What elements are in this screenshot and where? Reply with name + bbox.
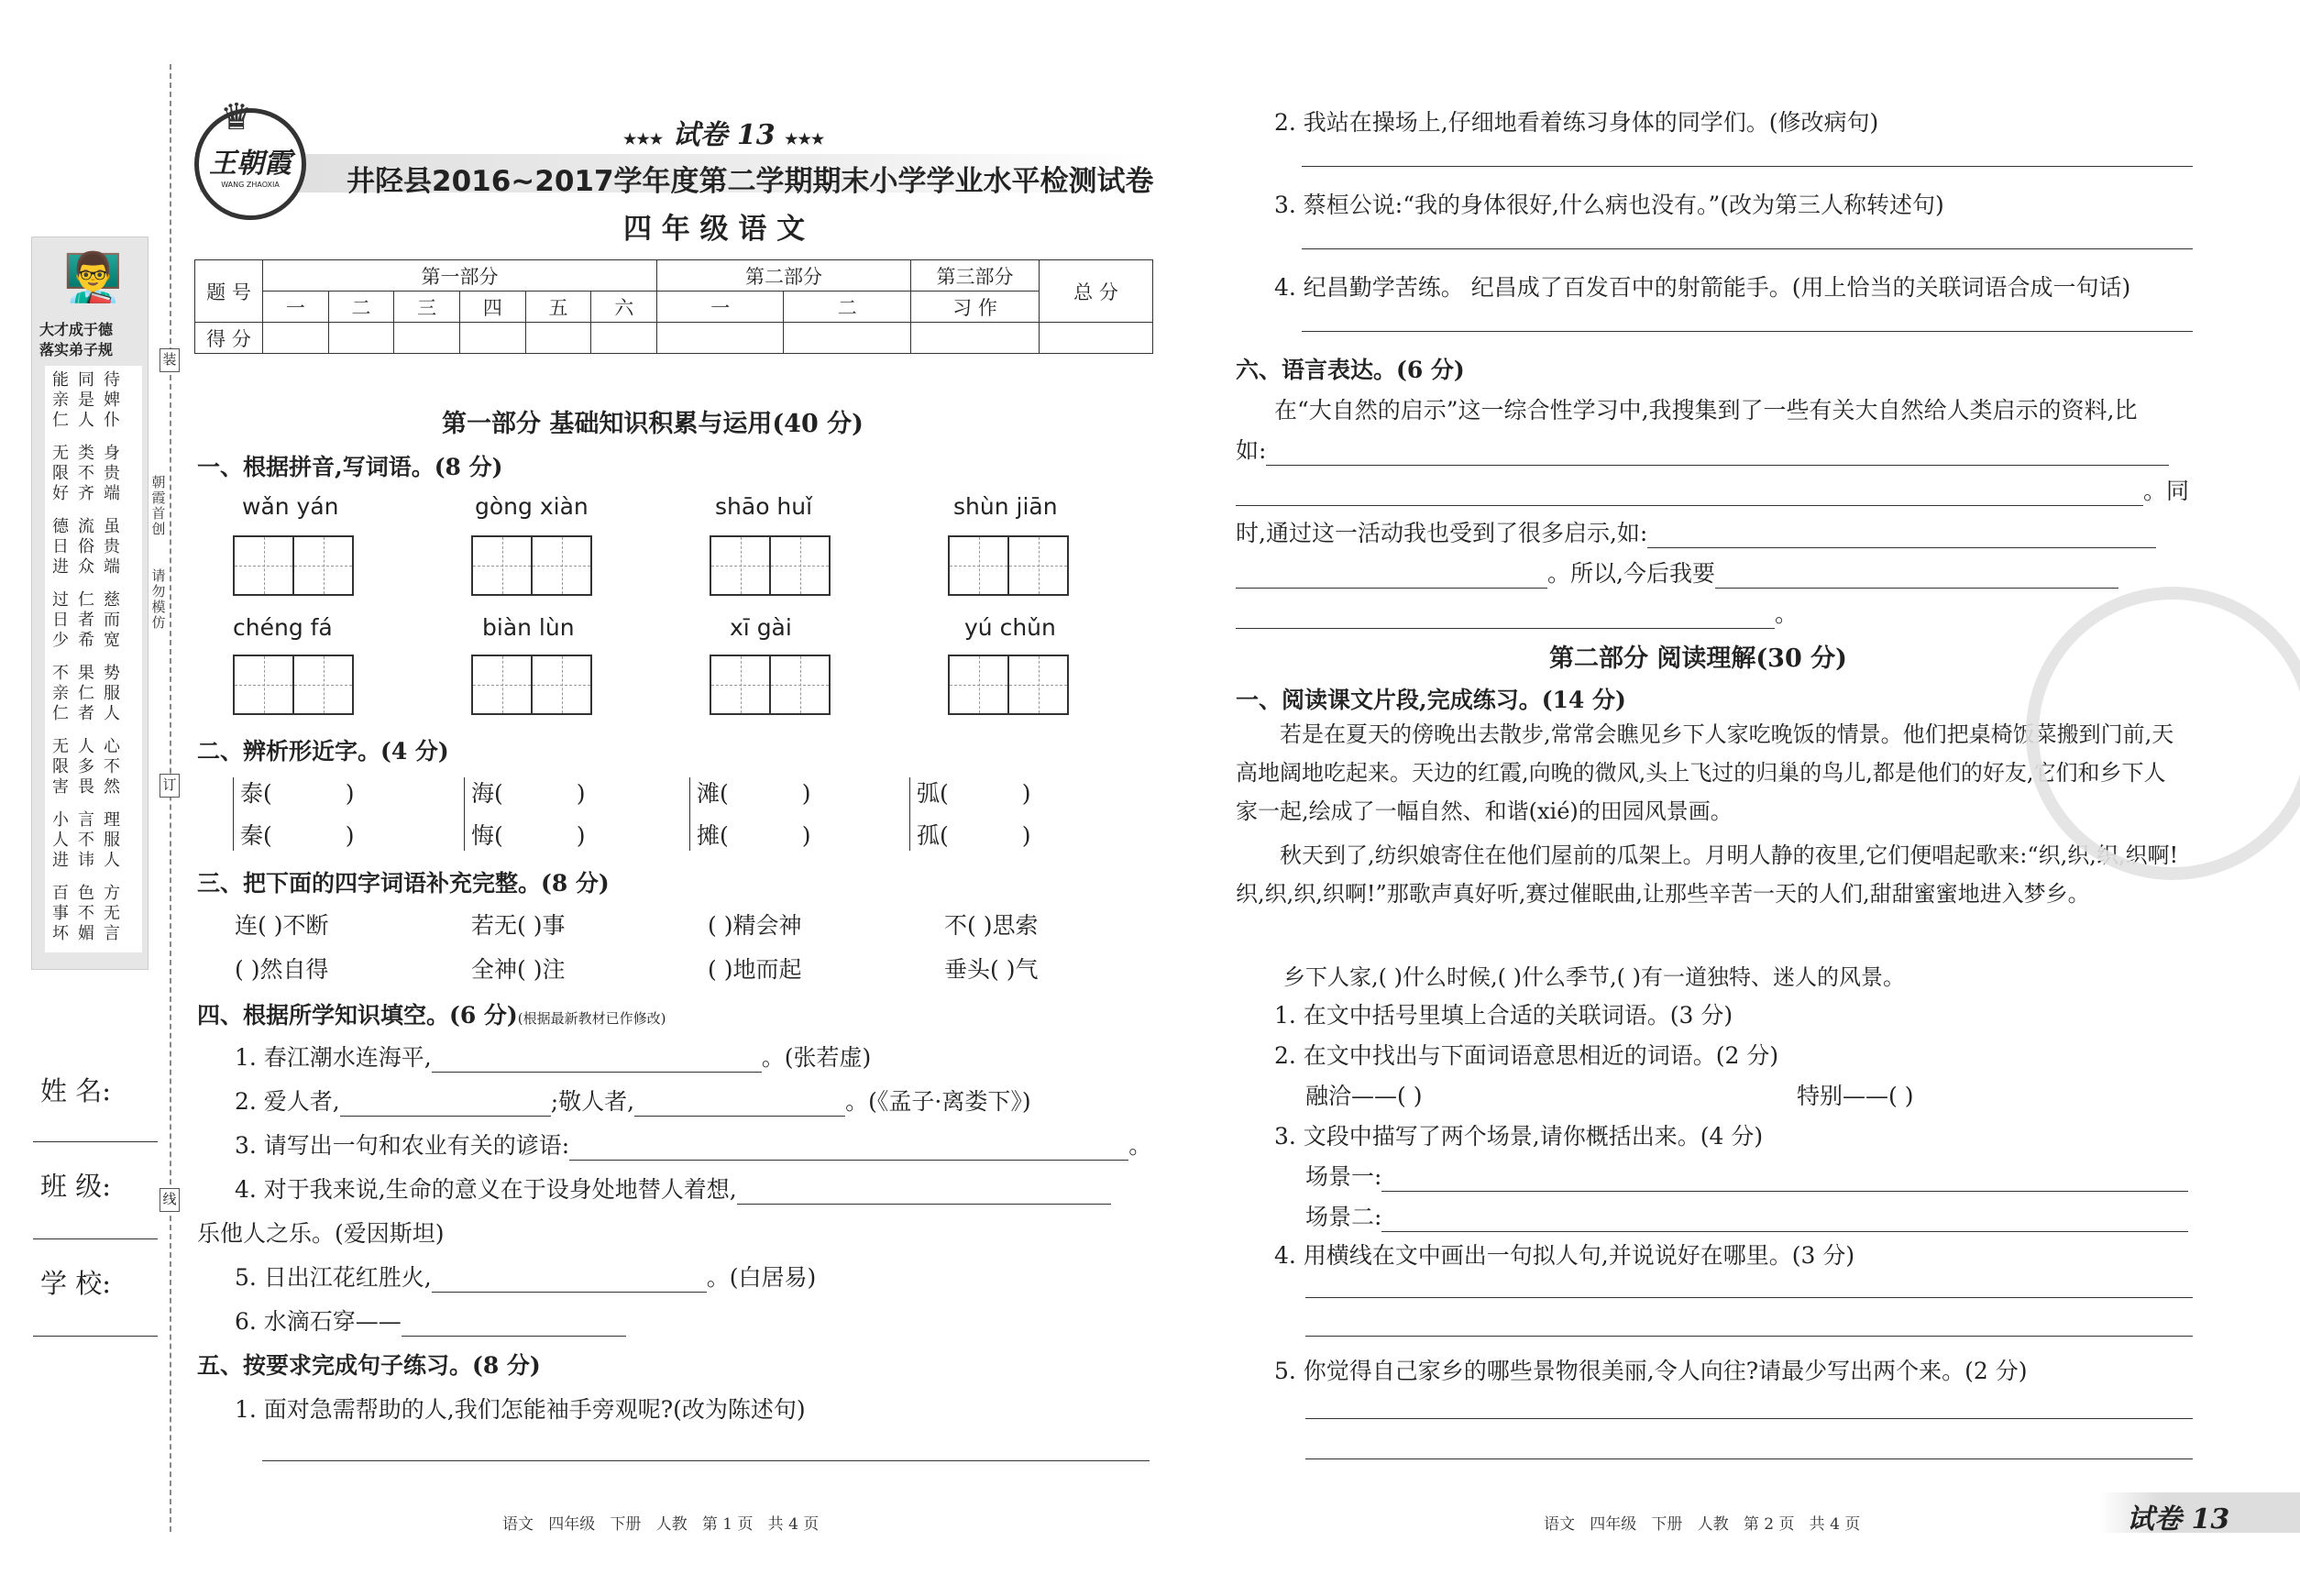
similar-char: 弧( ) xyxy=(917,780,1031,807)
motto-char: 方 xyxy=(104,884,120,903)
answer-grid-4[interactable] xyxy=(948,535,1069,596)
blank[interactable] xyxy=(1381,1206,2188,1232)
motto-char: 人 xyxy=(104,704,120,723)
motto-char: 无 xyxy=(52,444,69,463)
answer-line[interactable] xyxy=(1305,1417,2193,1419)
motto-char: 仁 xyxy=(52,411,69,430)
pinyin-1: wǎn yán xyxy=(242,493,339,520)
idiom-1: 连( )不断 xyxy=(235,912,329,939)
r1-q2: 2. 在文中找出与下面词语意思相近的词语。(2 分) xyxy=(1274,1042,1779,1069)
motto-char: 仁 xyxy=(78,590,94,610)
motto-char: 不 xyxy=(104,757,120,776)
name-field[interactable] xyxy=(33,1140,158,1142)
exam-title: 井陉县2016~2017学年度第二学期期末小学学业水平检测试卷 xyxy=(347,165,1154,198)
score-cell[interactable] xyxy=(657,323,784,354)
blank[interactable] xyxy=(569,1135,1128,1161)
bracket-bar xyxy=(464,777,465,851)
blank[interactable] xyxy=(1647,523,2156,548)
pinyin-6: biàn lùn xyxy=(482,614,575,641)
answer-grid-5[interactable] xyxy=(233,655,354,715)
school-field[interactable] xyxy=(33,1335,158,1337)
motto-char: 百 xyxy=(52,884,69,903)
answer-line[interactable] xyxy=(1302,165,2193,167)
answer-grid-1[interactable] xyxy=(233,535,354,596)
col-p1-4: 四 xyxy=(460,292,526,323)
answer-line[interactable] xyxy=(1305,1458,2193,1459)
score-cell[interactable] xyxy=(784,323,911,354)
q3-title: 三、把下面的四字词语补充完整。(8 分) xyxy=(197,870,610,897)
motto-char: 类 xyxy=(78,444,94,463)
answer-line[interactable] xyxy=(1305,1335,2193,1337)
r1-q3b: 场景二: xyxy=(1305,1199,2188,1232)
score-cell[interactable] xyxy=(263,323,329,354)
school-label: 学 校: xyxy=(40,1268,111,1299)
motto-char: 人 xyxy=(78,411,94,430)
r1-q2a: 融洽——( ) xyxy=(1305,1083,1423,1109)
motto-char: 言 xyxy=(78,810,94,830)
idiom-2: 若无( )事 xyxy=(471,912,566,939)
score-cell[interactable] xyxy=(394,323,460,354)
similar-char: 泰( ) xyxy=(240,780,355,807)
cut-mark-1: 装 xyxy=(160,348,180,372)
motto-char: 心 xyxy=(104,737,120,756)
motto-char: 者 xyxy=(78,704,94,723)
motto-char: 同 xyxy=(78,370,94,390)
pinyin-2: gòng xiàn xyxy=(475,493,589,520)
q5-s3: 3. 蔡桓公说:“我的身体很好,什么病也没有。”(改为第三人称转述句) xyxy=(1274,192,1944,218)
bracket-bar xyxy=(909,777,910,851)
answer-grid-8[interactable] xyxy=(948,655,1069,715)
motto-char: 者 xyxy=(78,611,94,630)
q5-s2: 2. 我站在操场上,仔细地看着练习身体的同学们。(修改病句) xyxy=(1274,109,1879,136)
q4-item6: 6. 水滴石穿—— xyxy=(235,1304,626,1337)
blank[interactable] xyxy=(1236,480,2143,506)
similar-char: 孤( ) xyxy=(917,822,1031,849)
motto-char: 无 xyxy=(104,904,120,923)
class-label: 班 级: xyxy=(40,1171,111,1202)
motto-char: 理 xyxy=(104,810,120,830)
motto-char: 贵 xyxy=(104,464,120,483)
motto-char: 日 xyxy=(52,537,69,556)
col-p3-1: 习 作 xyxy=(911,292,1040,323)
col-part1: 第一部分 xyxy=(263,260,657,292)
bracket-bar xyxy=(233,777,234,851)
r1-q4: 4. 用横线在文中画出一句拟人句,并说说好在哪里。(3 分) xyxy=(1274,1242,1855,1269)
motto-char: 仆 xyxy=(104,411,120,430)
q6-text3: 。同 xyxy=(1236,473,2189,506)
motto-char: 人 xyxy=(78,737,94,756)
score-cell[interactable] xyxy=(460,323,526,354)
motto-char: 人 xyxy=(52,831,69,850)
motto-char: 畏 xyxy=(78,777,94,797)
vertical-note-1: 朝霞首创 xyxy=(151,474,166,537)
reading-para1: 若是在夏天的傍晚出去散步,常常会瞧见乡下人家吃晚饭的情景。他们把桌椅饭菜搬到门前,天高地阔地吃起来。天边的红霞,向晚的微风,头上飞过的归巢的鸟儿,都是他们的好友,它们和乡下人家一起,绘成了一幅自然、和谐(xié)的田园风景画。 xyxy=(1236,721,2174,824)
motto-char: 坏 xyxy=(52,924,69,943)
motto-char: 日 xyxy=(52,611,69,630)
answer-grid-7[interactable] xyxy=(710,655,831,715)
cut-mark-2: 订 xyxy=(160,774,180,798)
binding-line xyxy=(170,64,171,1532)
motto-char: 众 xyxy=(78,557,94,577)
reading-para3: 乡下人家,( )什么时候,( )什么季节,( )有一道独特、迷人的风景。 xyxy=(1283,964,1905,990)
motto-char: 限 xyxy=(52,464,69,483)
score-cell[interactable] xyxy=(911,323,1040,354)
motto-char: 希 xyxy=(78,631,94,650)
q4-item2: 2. 爱人者, ;敬人者, 。(《孟子·离娄下》) xyxy=(235,1088,1031,1115)
idiom-6: 全神( )注 xyxy=(471,956,566,983)
blank[interactable] xyxy=(1381,1166,2188,1192)
col-p1-3: 三 xyxy=(394,292,460,323)
motto-char: 人 xyxy=(104,851,120,870)
q4-item3: 3. 请写出一句和农业有关的谚语: 。 xyxy=(235,1132,1152,1159)
motto-char: 然 xyxy=(104,777,120,797)
similar-char: 滩( ) xyxy=(697,780,811,807)
motto-char: 身 xyxy=(104,444,120,463)
motto-char: 服 xyxy=(104,684,120,703)
col-p1-5: 五 xyxy=(525,292,591,323)
answer-line[interactable] xyxy=(262,1459,1150,1461)
motto-char: 而 xyxy=(104,611,120,630)
motto-char: 慈 xyxy=(104,590,120,610)
q5-s1: 1. 面对急需帮助的人,我们怎能袖手旁观呢?(改为陈述句) xyxy=(235,1396,806,1423)
r1-q1: 1. 在文中括号里填上合适的关联词语。(3 分) xyxy=(1274,1002,1733,1029)
motto-char: 言 xyxy=(104,924,120,943)
col-p2-1: 一 xyxy=(657,292,784,323)
motto-char: 小 xyxy=(52,810,69,830)
paper-number: ★★★ 试卷 13 ★★★ xyxy=(623,119,825,151)
idiom-4: 不( )思索 xyxy=(944,912,1039,939)
q4-item5: 5. 日出江花红胜火, 。(白居易) xyxy=(235,1264,817,1291)
sidebar-motto-panel xyxy=(31,237,149,970)
score-cell[interactable] xyxy=(328,323,394,354)
blank[interactable] xyxy=(1236,603,1775,629)
motto-char: 服 xyxy=(104,831,120,850)
motto-char: 不 xyxy=(78,831,94,850)
similar-char: 秦( ) xyxy=(240,822,355,849)
blank[interactable] xyxy=(1715,563,2118,589)
motto-char: 限 xyxy=(52,757,69,776)
q2-title: 二、辨析形近字。(4 分) xyxy=(197,738,449,765)
crown-icon: ♛ xyxy=(220,96,253,138)
reading-para2: 秋天到了,纺织娘寄住在他们屋前的瓜架上。月明人静的夜里,它们便唱起歌来:“织,织,织,织啊!织,织,织,织啊!”那歌声真好听,赛过催眠曲,让那些辛苦一天的人们,甜甜蜜蜜地进入梦乡。 xyxy=(1236,842,2179,907)
r1-q3a: 场景一: xyxy=(1305,1159,2188,1192)
similar-char: 悔( ) xyxy=(471,822,586,849)
answer-grid-6[interactable] xyxy=(471,655,592,715)
motto-char: 仁 xyxy=(52,704,69,723)
q6-text5: 。所以,今后我要 xyxy=(1236,556,2118,589)
score-cell[interactable] xyxy=(591,323,657,354)
motto-char: 待 xyxy=(104,370,120,390)
motto-char: 不 xyxy=(78,464,94,483)
idiom-8: 垂头( )气 xyxy=(944,956,1039,983)
idiom-3: ( )精会神 xyxy=(708,912,802,939)
col-total: 总 分 xyxy=(1040,260,1153,323)
q6-title: 六、语言表达。(6 分) xyxy=(1236,357,1465,383)
score-table xyxy=(194,259,1153,354)
col-p2-2: 二 xyxy=(784,292,911,323)
motto-char: 多 xyxy=(78,757,94,776)
r1-q2b: 特别——( ) xyxy=(1797,1083,1914,1109)
blank[interactable] xyxy=(340,1091,551,1117)
motto-line1: 大才成于德 xyxy=(39,321,114,338)
class-field[interactable] xyxy=(33,1238,158,1239)
motto-char: 能 xyxy=(52,370,69,390)
q5-title: 五、按要求完成句子练习。(8 分) xyxy=(197,1352,541,1379)
motto-char: 少 xyxy=(52,631,69,650)
motto-char: 贵 xyxy=(104,537,120,556)
motto-char: 进 xyxy=(52,851,69,870)
blank[interactable] xyxy=(432,1267,707,1293)
col-p1-1: 一 xyxy=(263,292,329,323)
q5-s4: 4. 纪昌勤学苦练。 纪昌成了百发百中的射箭能手。(用上恰当的关联词语合成一句话) xyxy=(1274,274,2131,301)
footer-left: 语文 四年级 下册 人教 第 1 页 共 4 页 xyxy=(502,1515,820,1534)
idiom-7: ( )地而起 xyxy=(708,956,802,983)
answer-grid-3[interactable] xyxy=(710,535,831,596)
motto-char: 虽 xyxy=(104,517,120,536)
footer-right: 语文 四年级 下册 人教 第 2 页 共 4 页 xyxy=(1544,1515,1861,1534)
blank[interactable] xyxy=(634,1091,845,1117)
motto-char: 端 xyxy=(104,484,120,503)
similar-char: 海( ) xyxy=(471,780,586,807)
motto-char: 宽 xyxy=(104,631,120,650)
pinyin-4: shùn jiān xyxy=(953,493,1058,520)
col-part2: 第二部分 xyxy=(657,260,911,292)
q4-note: (根据最新教材已作修改) xyxy=(517,1010,666,1027)
motto-char: 流 xyxy=(78,517,94,536)
pinyin-7: xī gài xyxy=(730,614,792,641)
blank[interactable] xyxy=(1266,440,2169,466)
motto-char: 德 xyxy=(52,517,69,536)
blank[interactable] xyxy=(402,1311,626,1337)
q6-text4: 时,通过这一活动我也受到了很多启示,如: xyxy=(1236,515,2156,548)
motto-char: 害 xyxy=(52,777,69,797)
motto-char: 媚 xyxy=(78,924,94,943)
blank[interactable] xyxy=(737,1179,1111,1205)
r1-q5: 5. 你觉得自己家乡的哪些景物很美丽,令人向往?请最少写出两个来。(2 分) xyxy=(1274,1358,2028,1384)
score-cell[interactable] xyxy=(1040,323,1153,354)
motto-char: 齐 xyxy=(78,484,94,503)
answer-line[interactable] xyxy=(1302,330,2193,332)
q6-text1: 在“大自然的启示”这一综合性学习中,我搜集到了一些有关大自然给人类启示的资料,比 xyxy=(1274,397,2138,424)
pinyin-8: yú chǔn xyxy=(964,614,1056,641)
score-cell[interactable] xyxy=(525,323,591,354)
motto-char: 势 xyxy=(104,664,120,683)
blank[interactable] xyxy=(432,1047,762,1073)
motto-char: 亲 xyxy=(52,684,69,703)
subject-title: 四 年 级 语 文 xyxy=(623,213,806,246)
motto-char: 仁 xyxy=(78,684,94,703)
motto-char: 事 xyxy=(52,904,69,923)
answer-line[interactable] xyxy=(1305,1296,2193,1298)
part1-title: 第一部分 基础知识积累与运用(40 分) xyxy=(442,410,864,438)
motto-char: 不 xyxy=(78,904,94,923)
motto-char: 好 xyxy=(52,484,69,503)
answer-grid-2[interactable] xyxy=(471,535,592,596)
r1-title: 一、阅读课文片段,完成练习。(14 分) xyxy=(1236,687,1626,713)
col-part3: 第三部分 xyxy=(911,260,1040,292)
motto-char: 进 xyxy=(52,557,69,577)
q6-text2: 如: xyxy=(1236,433,2169,466)
motto-char: 果 xyxy=(78,664,94,683)
q4-item4: 4. 对于我来说,生命的意义在于设身处地替人着想, xyxy=(235,1172,1111,1205)
pinyin-5: chéng fá xyxy=(233,614,333,641)
col-p1-2: 二 xyxy=(328,292,394,323)
motto-char: 俗 xyxy=(78,537,94,556)
logo-sub: WANG ZHAOXIA xyxy=(221,180,280,189)
r1-q3: 3. 文段中描写了两个场景,请你概括出来。(4 分) xyxy=(1274,1123,1764,1150)
row-label-question: 题 号 xyxy=(195,260,263,323)
bracket-bar xyxy=(689,777,690,851)
q6-text6: 。 xyxy=(1236,596,1798,629)
part2-title: 第二部分 阅读理解(30 分) xyxy=(1549,644,1847,673)
motto-char: 过 xyxy=(52,590,69,610)
name-label: 姓 名: xyxy=(40,1075,111,1106)
motto-char: 讳 xyxy=(78,851,94,870)
idiom-5: ( )然自得 xyxy=(235,956,329,983)
motto-char: 无 xyxy=(52,737,69,756)
motto-char: 婢 xyxy=(104,391,120,410)
motto-char: 是 xyxy=(78,391,94,410)
watermark-seal xyxy=(2026,587,2300,880)
scholar-icon: 👨‍🏫 xyxy=(63,250,123,305)
similar-char: 摊( ) xyxy=(697,822,811,849)
pinyin-3: shāo huǐ xyxy=(715,493,813,520)
motto-char: 亲 xyxy=(52,391,69,410)
row-label-score: 得 分 xyxy=(195,323,263,354)
col-p1-6: 六 xyxy=(591,292,657,323)
footer-badge-text: 试卷 13 xyxy=(2127,1503,2230,1535)
cut-mark-3: 线 xyxy=(160,1188,180,1212)
motto-line2: 落实弟子规 xyxy=(39,341,114,358)
blank[interactable] xyxy=(1236,563,1547,589)
q1-title: 一、根据拼音,写词语。(8 分) xyxy=(197,454,503,480)
q4-title: 四、根据所学知识填空。(6 分)(根据最新教材已作修改) xyxy=(197,1002,666,1029)
motto-char: 色 xyxy=(78,884,94,903)
motto-char: 不 xyxy=(52,664,69,683)
q4-item1: 1. 春江潮水连海平, 。(张若虚) xyxy=(235,1044,872,1071)
vertical-note-2: 请勿模仿 xyxy=(151,567,166,631)
q4-item4b: 乐他人之乐。(爱因斯坦) xyxy=(197,1220,445,1247)
answer-line[interactable] xyxy=(1302,248,2193,249)
motto-char: 端 xyxy=(104,557,120,577)
logo-text: 王朝霞 xyxy=(209,147,292,180)
